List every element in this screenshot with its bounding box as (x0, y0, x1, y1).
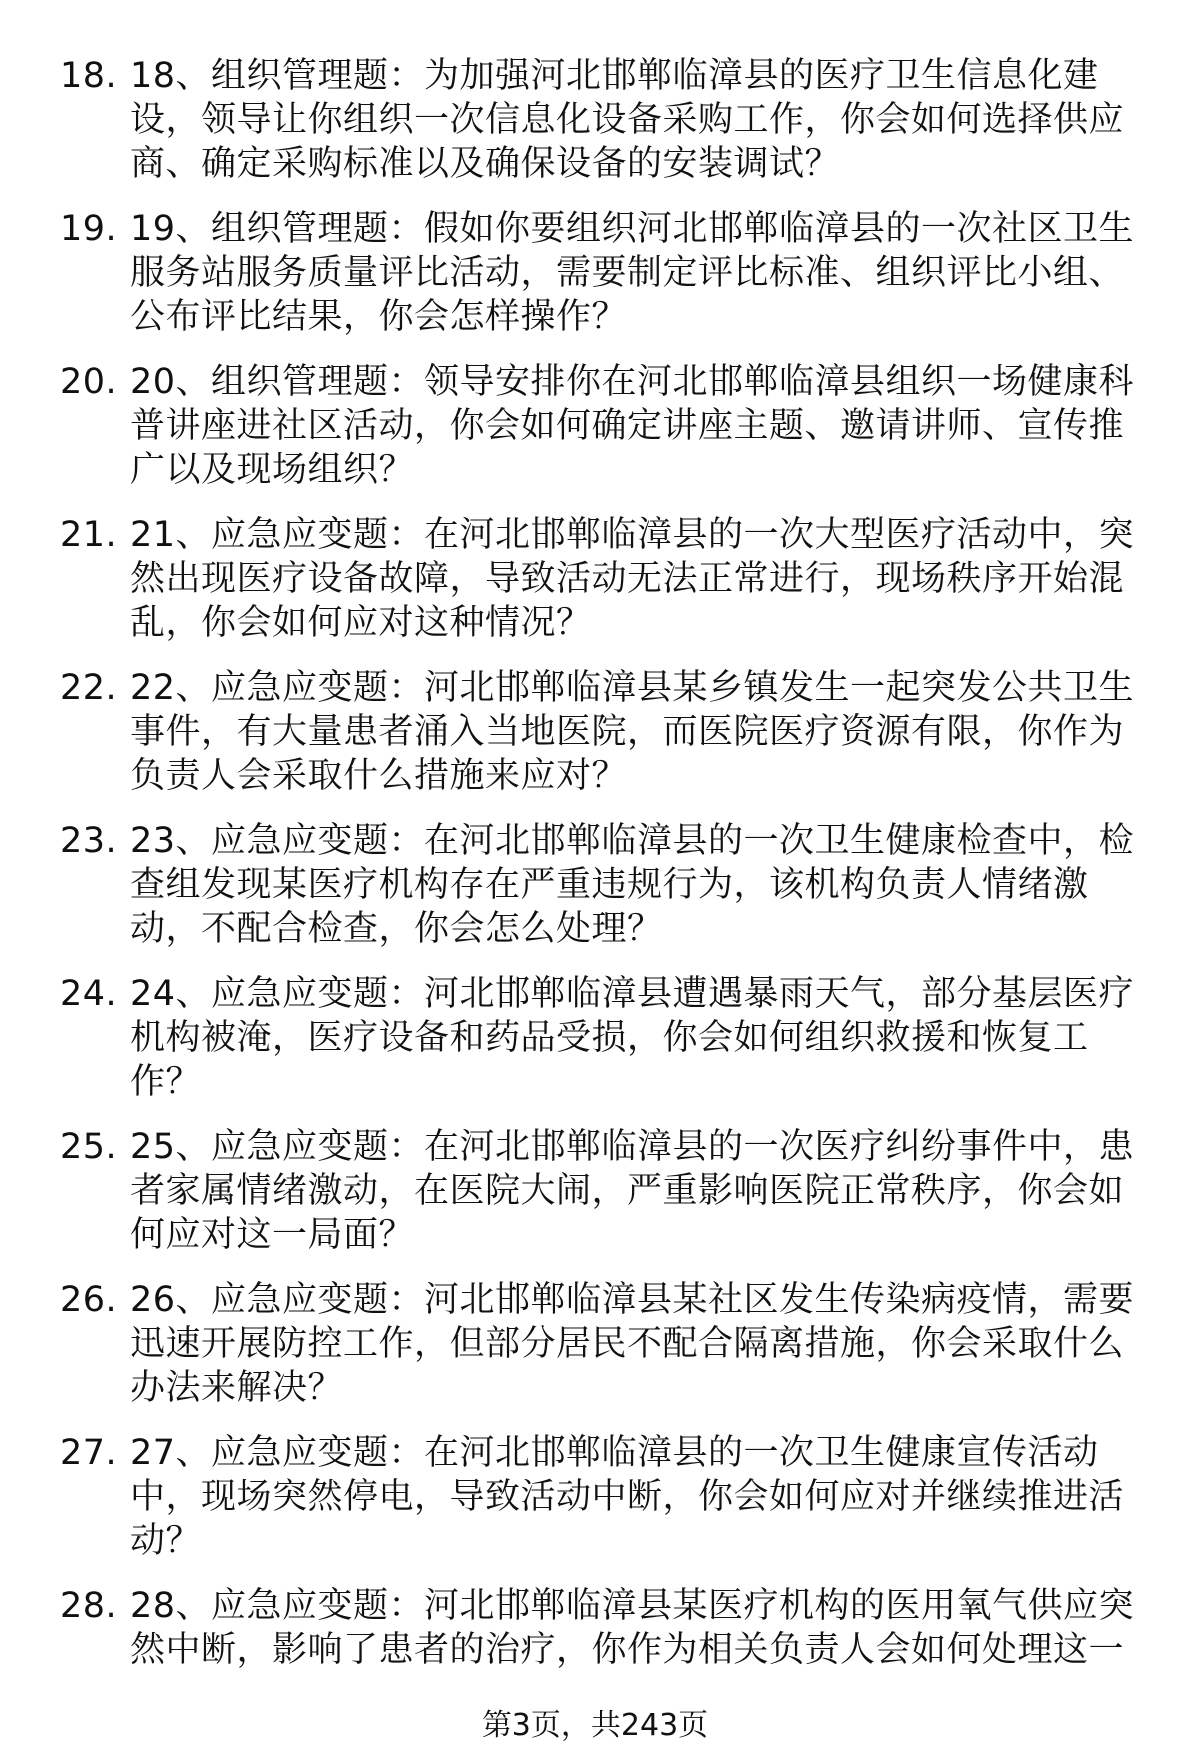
question-text: 22、应急应变题：河北邯郸临漳县某乡镇发生一起突发公共卫生事件，有大量患者涌入当地医院，而医院医疗资源有限，你作为负责人会采取什么措施来应对？ (130, 668, 1135, 796)
question-item-20 (0, 360, 1190, 492)
question-item-28 (0, 1584, 1190, 1672)
question-text: 26、应急应变题：河北邯郸临漳县某社区发生传染病疫情，需要迅速开展防控工作，但部分居民不配合隔离措施，你会采取什么办法来解决？ (130, 1280, 1135, 1408)
question-text: 24、应急应变题：河北邯郸临漳县遭遇暴雨天气，部分基层医疗机构被淹，医疗设备和药品受损，你会如何组织救援和恢复工作？ (130, 974, 1135, 1102)
question-item-22 (0, 666, 1190, 798)
question-number: 19. (60, 209, 118, 249)
question-text: 27、应急应变题：在河北邯郸临漳县的一次卫生健康宣传活动中，现场突然停电，导致活动中断，你会如何应对并继续推进活动？ (130, 1433, 1125, 1561)
question-text: 21、应急应变题：在河北邯郸临漳县的一次大型医疗活动中，突然出现医疗设备故障，导致活动无法正常进行，现场秩序开始混乱，你会如何应对这种情况？ (130, 515, 1135, 643)
question-item-18 (0, 54, 1190, 186)
question-number: 27. (60, 1433, 118, 1473)
question-item-21 (0, 513, 1190, 645)
question-number: 24. (60, 974, 118, 1014)
question-item-26 (0, 1278, 1190, 1410)
question-number: 28. (60, 1586, 118, 1626)
question-item-25 (0, 1125, 1190, 1257)
question-item-24 (0, 972, 1190, 1104)
question-number: 21. (60, 515, 118, 555)
question-text: 18、组织管理题：为加强河北邯郸临漳县的医疗卫生信息化建设，领导让你组织一次信息化设备采购工作，你会如何选择供应商、确定采购标准以及确保设备的安装调试？ (130, 56, 1125, 184)
question-number: 18. (60, 56, 118, 96)
question-item-27 (0, 1431, 1190, 1563)
page-footer: 第3页，共243页 (481, 1708, 709, 1743)
question-list (0, 54, 1190, 1693)
question-text: 28、应急应变题：河北邯郸临漳县某医疗机构的医用氧气供应突然中断，影响了患者的治疗，你作为相关负责人会如何处理这一 (130, 1586, 1135, 1670)
question-number: 26. (60, 1280, 118, 1320)
question-text: 19、组织管理题：假如你要组织河北邯郸临漳县的一次社区卫生服务站服务质量评比活动，需要制定评比标准、组织评比小组、公布评比结果，你会怎样操作？ (130, 209, 1135, 337)
question-number: 23. (60, 821, 118, 861)
question-text: 25、应急应变题：在河北邯郸临漳县的一次医疗纠纷事件中，患者家属情绪激动，在医院大闹，严重影响医院正常秩序，你会如何应对这一局面？ (130, 1127, 1135, 1255)
question-item-19 (0, 207, 1190, 339)
question-number: 22. (60, 668, 118, 708)
question-text: 23、应急应变题：在河北邯郸临漳县的一次卫生健康检查中，检查组发现某医疗机构存在严重违规行为，该机构负责人情绪激动，不配合检查，你会怎么处理？ (130, 821, 1135, 949)
question-number: 25. (60, 1127, 118, 1167)
question-text: 20、组织管理题：领导安排你在河北邯郸临漳县组织一场健康科普讲座进社区活动，你会如何确定讲座主题、邀请讲师、宣传推广以及现场组织？ (130, 362, 1135, 490)
question-item-23 (0, 819, 1190, 951)
question-number: 20. (60, 362, 118, 402)
